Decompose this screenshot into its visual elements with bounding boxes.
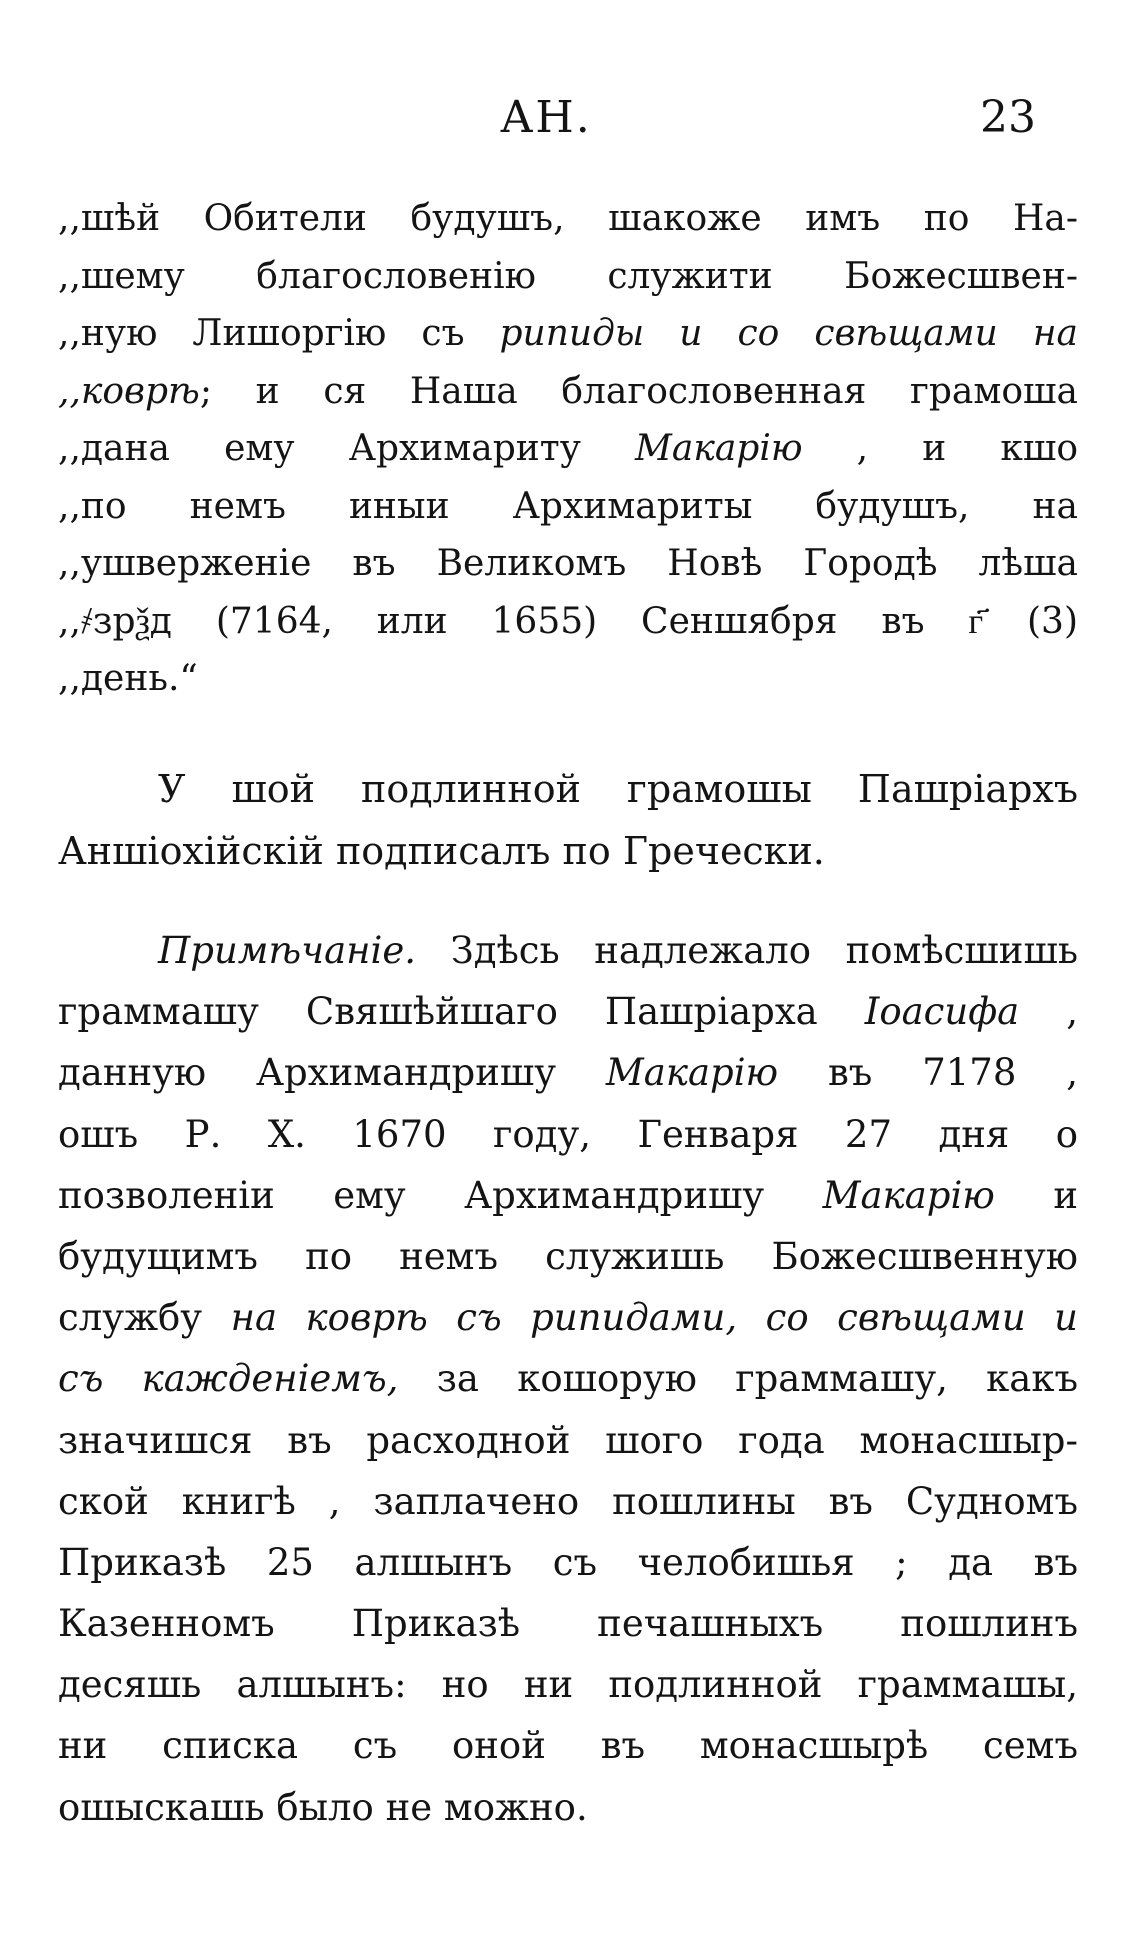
quoted-charter-text bbox=[58, 190, 1078, 708]
note-paragraph bbox=[58, 920, 1078, 1838]
text-line bbox=[58, 478, 1078, 536]
italic-text: рипиды и со свѣщами на bbox=[499, 313, 1078, 354]
text-segment: , и кшо bbox=[802, 428, 1078, 469]
text-line bbox=[58, 1042, 1078, 1103]
text-line bbox=[58, 305, 1078, 363]
text-line bbox=[58, 1287, 1078, 1348]
italic-text: Макарію bbox=[822, 1173, 995, 1217]
text-segment: службу bbox=[58, 1296, 231, 1340]
text-line bbox=[58, 1532, 1078, 1593]
text-segment: въ 7178 , bbox=[778, 1051, 1078, 1095]
text-segment: Аншіохійскій подписалъ по Гречески. bbox=[58, 829, 825, 873]
text-segment: Казенномъ Приказѣ печашныхъ пошлинъ bbox=[58, 1602, 1078, 1646]
text-segment: ,,шѣй Обители будушъ, шакоже имъ по На- bbox=[58, 198, 1078, 239]
text-segment: десяшь алшынъ: но ни подлинной граммашы, bbox=[58, 1663, 1078, 1707]
text-segment: ,,день.“ bbox=[58, 658, 198, 699]
text-line bbox=[58, 1593, 1078, 1654]
text-segment: ,,ушверженіе въ Великомъ Новѣ Городѣ лѣша bbox=[58, 543, 1078, 584]
text-segment: ,,по немъ иныи Архимариты будушъ, на bbox=[58, 485, 1078, 527]
text-line bbox=[58, 248, 1078, 306]
text-line bbox=[58, 535, 1078, 593]
text-segment: за кошорую граммашу, какъ bbox=[398, 1357, 1079, 1401]
text-line bbox=[58, 420, 1078, 478]
text-line bbox=[58, 1471, 1078, 1532]
text-line bbox=[58, 1777, 1078, 1838]
text-segment: Приказѣ 25 алшынъ съ челобишья ; да въ bbox=[58, 1540, 1078, 1584]
text-segment: и bbox=[994, 1173, 1079, 1217]
text-line bbox=[58, 1104, 1078, 1165]
text-segment: , bbox=[1019, 990, 1078, 1034]
page-number: 23 bbox=[980, 92, 1036, 143]
text-line bbox=[58, 190, 1078, 248]
italic-text: съ кажденіемъ, bbox=[58, 1357, 399, 1401]
text-segment: ,,шему благословенію служити Божесшвен- bbox=[58, 255, 1078, 297]
italic-text: ,,коврѣ bbox=[58, 370, 200, 412]
italic-text: на коврѣ съ рипидами, со свѣщами и bbox=[230, 1296, 1078, 1340]
text-line bbox=[58, 1348, 1078, 1409]
text-segment: ,,ную Лишоргію съ bbox=[58, 313, 500, 354]
text-line bbox=[58, 920, 1078, 981]
text-segment: ошыскашь было не можно. bbox=[58, 1785, 588, 1829]
text-segment: ; и ся Наша благословенная грамоша bbox=[199, 370, 1078, 412]
text-line bbox=[58, 593, 1078, 651]
italic-text: Примѣчаніе. bbox=[158, 929, 417, 972]
page-header bbox=[0, 92, 1140, 162]
text-segment: значишся въ расходной шого года монасшыр- bbox=[58, 1418, 1078, 1462]
text-line bbox=[58, 650, 1078, 708]
italic-text: Макарію bbox=[605, 1051, 779, 1095]
italic-text: Макарію bbox=[635, 428, 803, 469]
text-segment: У шой подлинной грамошы Пашріархъ bbox=[158, 767, 1078, 811]
text-line bbox=[58, 363, 1078, 421]
text-segment: граммашу Свяшѣйшаго Пашріарха bbox=[58, 990, 865, 1034]
text-segment: данную Архимандришу bbox=[58, 1051, 606, 1095]
text-line bbox=[58, 1654, 1078, 1715]
text-line bbox=[58, 1715, 1078, 1776]
text-line bbox=[58, 820, 1078, 882]
text-segment: ошъ Р. Х. 1670 году, Генваря 27 дня о bbox=[58, 1112, 1078, 1156]
text-line bbox=[58, 1165, 1078, 1226]
text-line bbox=[58, 1226, 1078, 1287]
text-line bbox=[58, 758, 1078, 820]
running-head: АН. bbox=[500, 92, 592, 143]
text-segment: ,,дана ему Архимариту bbox=[58, 428, 636, 469]
text-line bbox=[58, 1410, 1078, 1471]
text-segment: будущимъ по немъ служишь Божесшвенную bbox=[58, 1234, 1078, 1278]
text-segment: Здѣсь надлежало помѣсшишь bbox=[416, 929, 1078, 972]
text-segment: ни списка съ оной въ монасшырѣ семъ bbox=[58, 1724, 1078, 1768]
text-segment: позволеніи ему Архимандришу bbox=[58, 1173, 823, 1217]
text-segment: ской книгѣ , заплачено пошлины въ Судномъ bbox=[58, 1479, 1078, 1523]
italic-text: Іоасифа bbox=[864, 990, 1020, 1034]
text-line bbox=[58, 981, 1078, 1042]
signature-paragraph bbox=[58, 758, 1078, 882]
text-segment: ,,҂зрѯд (7164, или 1655) Сеншября въ г҃ (3) bbox=[58, 600, 1078, 642]
